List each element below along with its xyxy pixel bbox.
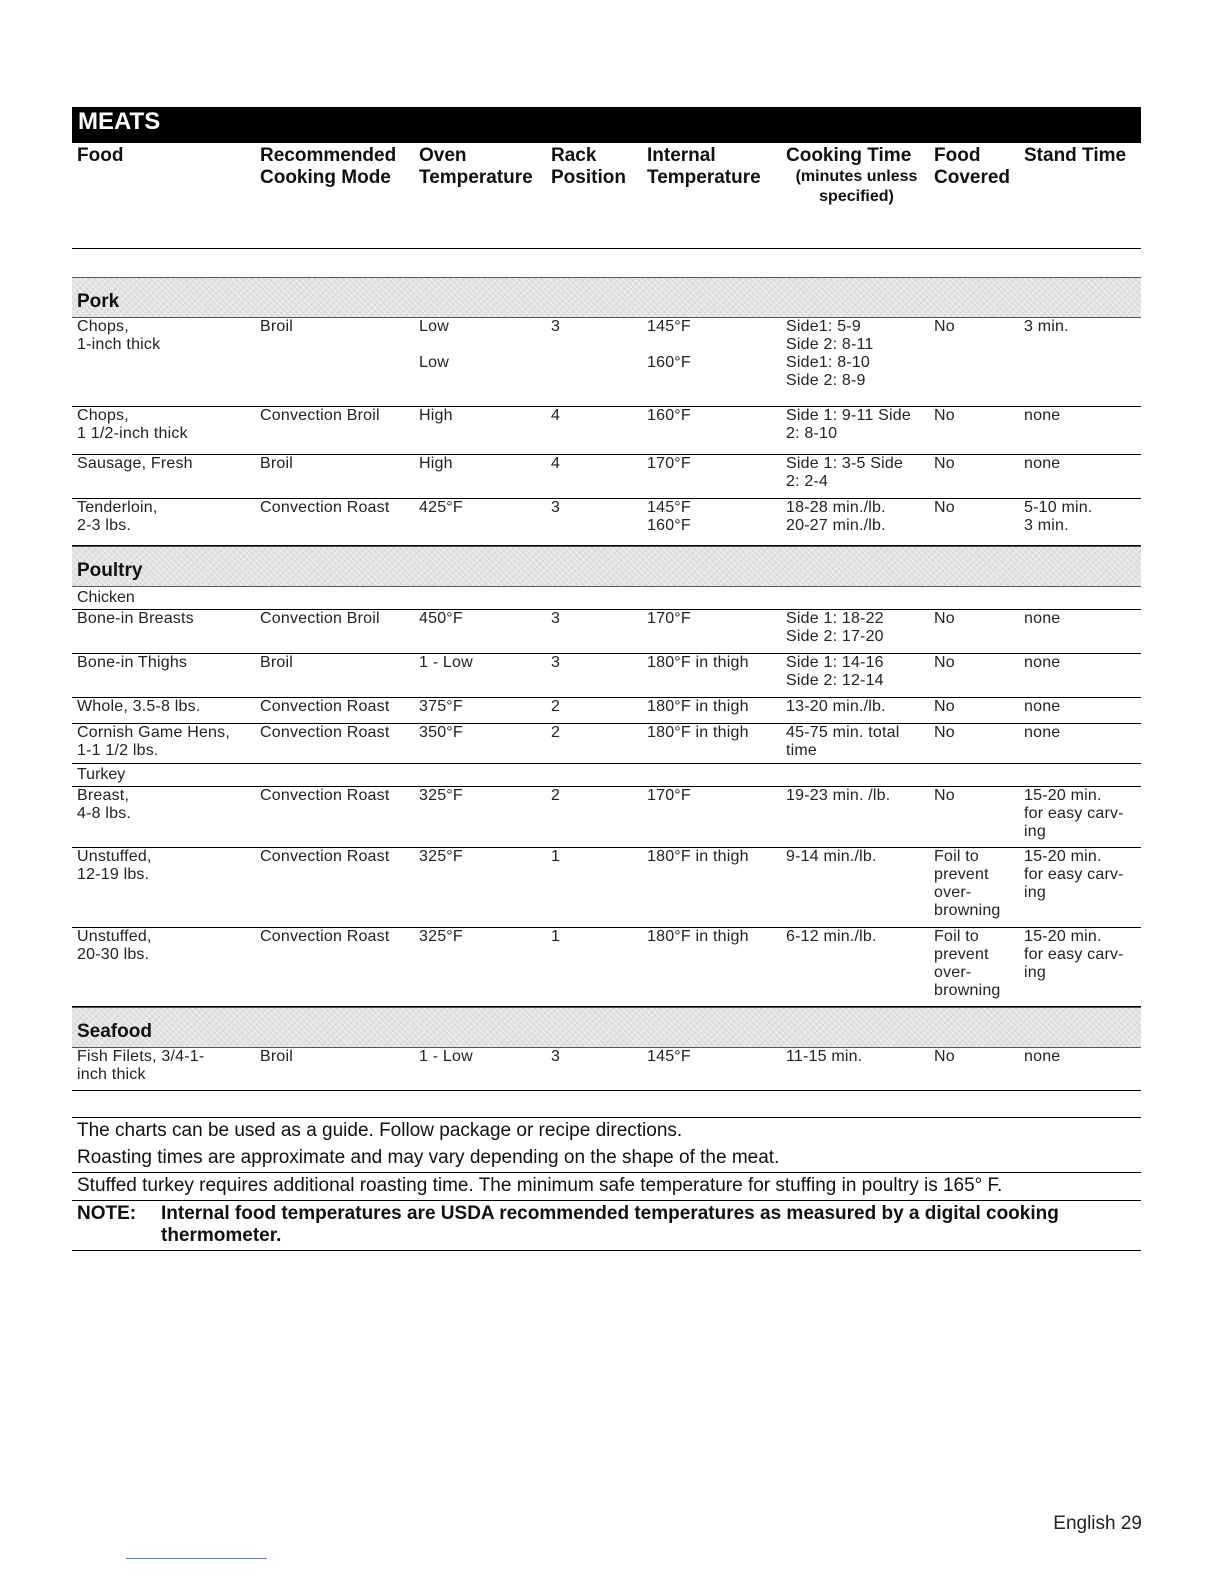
cell-stand-time: 15-20 min. for easy carv- ing xyxy=(1024,787,1124,840)
subhead-turkey: Turkey xyxy=(72,764,1141,787)
cell-stand-time: none xyxy=(1024,654,1061,671)
cell-food: Breast, 4-8 lbs. xyxy=(77,787,132,822)
page-number: English 29 xyxy=(1053,1513,1142,1534)
cell-food: Tenderloin, 2-3 lbs. xyxy=(77,499,158,534)
cell-food: Chops, 1-inch thick xyxy=(77,318,161,353)
table-header-row xyxy=(72,143,1141,249)
table-row xyxy=(72,318,1141,407)
table-row xyxy=(72,654,1141,698)
cell-internal-temperature: 180°F in thigh xyxy=(647,928,749,945)
notes xyxy=(72,1117,1141,1251)
cell-food: Unstuffed, 12-19 lbs. xyxy=(77,848,152,883)
cell-food-covered: No xyxy=(934,407,955,424)
cell-food: Whole, 3.5-8 lbs. xyxy=(77,698,201,715)
header-cooking-mode: Recommended Cooking Mode xyxy=(260,145,397,188)
cell-rack-position: 3 xyxy=(551,610,561,627)
table-row xyxy=(72,787,1141,848)
cell-food: Bone-in Breasts xyxy=(77,610,194,627)
cell-cooking-mode: Convection Roast xyxy=(260,787,390,804)
table-row xyxy=(72,1048,1141,1091)
cell-cooking-time: Side 1: 14-16 Side 2: 12-14 xyxy=(786,654,884,689)
cell-rack-position: 2 xyxy=(551,698,561,715)
cell-food: Sausage, Fresh xyxy=(77,455,193,472)
cell-stand-time: 15-20 min. for easy carv- ing xyxy=(1024,848,1124,901)
cell-cooking-time: Side 1: 3-5 Side 2: 2-4 xyxy=(786,455,904,490)
cell-stand-time: 3 min. xyxy=(1024,318,1069,335)
cell-stand-time: 5-10 min. 3 min. xyxy=(1024,499,1093,534)
seafood-rows xyxy=(72,1048,1141,1091)
header-stand-time: Stand Time xyxy=(1024,145,1127,166)
cell-food: Unstuffed, 20-30 lbs. xyxy=(77,928,152,963)
table-row xyxy=(72,848,1141,928)
cell-cooking-time: 19-23 min. /lb. xyxy=(786,787,891,804)
turkey-rows xyxy=(72,787,1141,1007)
header-cooking-time-note: (minutes unless specified) xyxy=(795,168,918,205)
cell-internal-temperature: 160°F xyxy=(647,407,691,424)
cell-oven-temperature: 325°F xyxy=(419,787,463,804)
cell-internal-temperature: 180°F in thigh xyxy=(647,698,749,715)
cell-food-covered: No xyxy=(934,318,955,335)
note-roasting-times: Roasting times are approximate and may vary depending on the shape of the meat. xyxy=(77,1147,780,1168)
cell-rack-position: 1 xyxy=(551,848,561,865)
cell-cooking-mode: Convection Roast xyxy=(260,724,390,741)
cell-cooking-mode: Broil xyxy=(260,1048,294,1065)
cell-oven-temperature: 425°F xyxy=(419,499,463,516)
cell-food-covered: Foil to prevent over- browning xyxy=(934,928,1001,999)
cell-oven-temperature: 1 - Low xyxy=(419,1048,473,1065)
cell-oven-temperature: 325°F xyxy=(419,928,463,945)
cell-internal-temperature: 180°F in thigh xyxy=(647,724,749,741)
footer-link-underline xyxy=(126,1558,267,1559)
cell-food-covered: No xyxy=(934,654,955,671)
cell-cooking-time: 18-28 min./lb. 20-27 min./lb. xyxy=(786,499,886,534)
cell-cooking-time: 9-14 min./lb. xyxy=(786,848,877,865)
cell-cooking-mode: Convection Roast xyxy=(260,848,390,865)
cell-oven-temperature: High xyxy=(419,455,453,472)
table-row xyxy=(72,610,1141,654)
cell-cooking-time: 11-15 min. xyxy=(786,1048,863,1065)
cell-food: Fish Filets, 3/4-1- inch thick xyxy=(77,1048,205,1083)
cell-internal-temperature: 170°F xyxy=(647,610,691,627)
cell-internal-temperature: 180°F in thigh xyxy=(647,848,749,865)
cell-rack-position: 4 xyxy=(551,407,561,424)
cell-internal-temperature: 170°F xyxy=(647,455,691,472)
cell-cooking-mode: Convection Roast xyxy=(260,698,390,715)
table-row xyxy=(72,724,1141,764)
cell-cooking-mode: Convection Broil xyxy=(260,407,380,424)
cell-oven-temperature: 1 - Low xyxy=(419,654,473,671)
chicken-rows xyxy=(72,610,1141,764)
cell-rack-position: 1 xyxy=(551,928,561,945)
cell-stand-time: none xyxy=(1024,1048,1061,1065)
subhead-chicken: Chicken xyxy=(72,587,1141,610)
cell-cooking-mode: Convection Roast xyxy=(260,499,390,516)
cell-rack-position: 3 xyxy=(551,318,561,335)
cell-stand-time: none xyxy=(1024,455,1061,472)
cell-oven-temperature: High xyxy=(419,407,453,424)
cell-food: Chops, 1 1/2-inch thick xyxy=(77,407,188,442)
table-title: MEATS xyxy=(72,107,1141,143)
meats-chart xyxy=(72,107,1141,1251)
note-text: Internal food temperatures are USDA recommended temperatures as measured by a digital cooking thermometer. xyxy=(161,1203,1059,1246)
cell-cooking-time: 45-75 min. total time xyxy=(786,724,900,759)
header-food: Food xyxy=(77,145,124,166)
table-row xyxy=(72,928,1141,1007)
cell-food-covered: No xyxy=(934,787,955,804)
cell-cooking-time: Side1: 5-9 Side 2: 8-11 Side1: 8-10 Side 2: 8-9 xyxy=(786,318,874,389)
header-cooking-time: Cooking Time (minutes unless specified) xyxy=(781,145,929,248)
cell-cooking-time: 13-20 min./lb. xyxy=(786,698,886,715)
table-row xyxy=(72,698,1141,724)
cell-rack-position: 3 xyxy=(551,499,561,516)
section-poultry: Poultry xyxy=(72,546,1141,587)
note-stuffed-turkey: Stuffed turkey requires additional roasting time. The minimum safe temperature for stuffing in poultry is 165° F. xyxy=(72,1172,1141,1200)
cell-oven-temperature: 450°F xyxy=(419,610,463,627)
section-seafood: Seafood xyxy=(72,1007,1141,1048)
cell-oven-temperature: 350°F xyxy=(419,724,463,741)
cell-food-covered: No xyxy=(934,1048,955,1065)
header-rack-position: Rack Position xyxy=(551,145,626,188)
cell-rack-position: 3 xyxy=(551,1048,561,1065)
header-internal-temperature: Internal Temperature xyxy=(647,145,761,188)
cell-rack-position: 2 xyxy=(551,724,561,741)
cell-cooking-mode: Convection Broil xyxy=(260,610,380,627)
cell-food-covered: No xyxy=(934,610,955,627)
cell-cooking-mode: Broil xyxy=(260,455,294,472)
cell-oven-temperature: Low Low xyxy=(419,318,449,371)
cell-food-covered: No xyxy=(934,698,955,715)
cell-cooking-mode: Convection Roast xyxy=(260,928,390,945)
cell-food-covered: No xyxy=(934,499,955,516)
cell-oven-temperature: 375°F xyxy=(419,698,463,715)
cell-rack-position: 2 xyxy=(551,787,561,804)
cell-stand-time: none xyxy=(1024,407,1061,424)
note-label: NOTE: xyxy=(77,1203,137,1224)
cell-internal-temperature: 145°F 160°F xyxy=(647,318,691,371)
table-row xyxy=(72,455,1141,499)
cell-internal-temperature: 145°F 160°F xyxy=(647,499,691,534)
cell-internal-temperature: 145°F xyxy=(647,1048,691,1065)
pork-rows xyxy=(72,318,1141,546)
cell-stand-time: none xyxy=(1024,724,1061,741)
table-row xyxy=(72,407,1141,455)
cell-cooking-mode: Broil xyxy=(260,318,294,335)
cell-internal-temperature: 170°F xyxy=(647,787,691,804)
cell-rack-position: 4 xyxy=(551,455,561,472)
cell-cooking-mode: Broil xyxy=(260,654,294,671)
cell-cooking-time: Side 1: 9-11 Side 2: 8-10 xyxy=(786,407,911,442)
cell-stand-time: none xyxy=(1024,698,1061,715)
table-row xyxy=(72,499,1141,546)
cell-internal-temperature: 180°F in thigh xyxy=(647,654,749,671)
cell-cooking-time: Side 1: 18-22 Side 2: 17-20 xyxy=(786,610,884,645)
section-pork: Pork xyxy=(72,277,1141,318)
cell-food-covered: Foil to prevent over- browning xyxy=(934,848,1001,919)
cell-stand-time: 15-20 min. for easy carv- ing xyxy=(1024,928,1124,981)
cell-food-covered: No xyxy=(934,724,955,741)
cell-cooking-time: 6-12 min./lb. xyxy=(786,928,877,945)
note-usda xyxy=(72,1200,1141,1251)
cell-food: Bone-in Thighs xyxy=(77,654,188,671)
cell-stand-time: none xyxy=(1024,610,1061,627)
cell-rack-position: 3 xyxy=(551,654,561,671)
cell-oven-temperature: 325°F xyxy=(419,848,463,865)
note-guide: The charts can be used as a guide. Follow package or recipe directions. xyxy=(72,1117,1141,1145)
header-food-covered: Food Covered xyxy=(934,145,1011,188)
cell-food: Cornish Game Hens, 1-1 1/2 lbs. xyxy=(77,724,230,759)
cell-food-covered: No xyxy=(934,455,955,472)
header-oven-temperature: Oven Temperature xyxy=(419,145,533,188)
